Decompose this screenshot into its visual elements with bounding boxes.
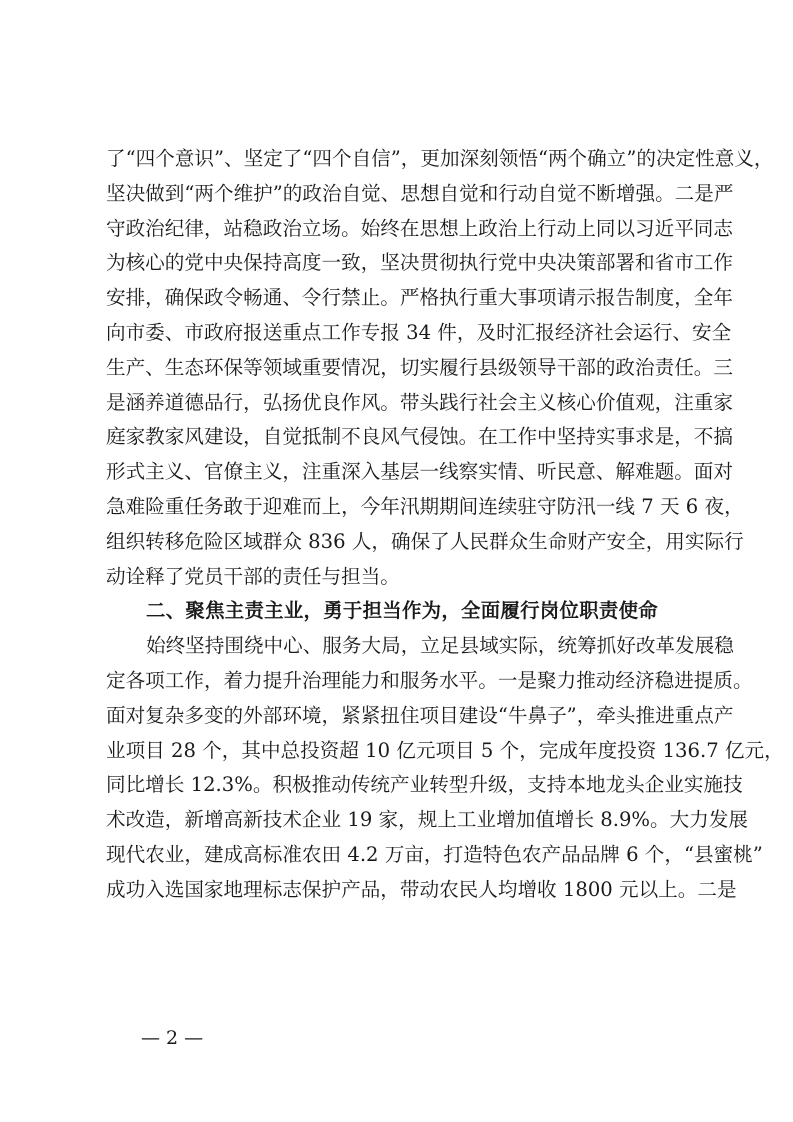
text-line: 坚决做到“两个维护”的政治自觉、思想自觉和行动自觉不断增强。二是严 [106, 181, 734, 205]
text-line: 安排，确保政令畅通、令行禁止。严格执行重大事项请示报告制度，全年 [106, 286, 733, 310]
page-number: — 2 — [141, 1027, 204, 1049]
section-heading: 二、聚焦主责主业，勇于担当作为，全面履行岗位职责使命 [146, 599, 658, 623]
paragraph-2 [106, 629, 784, 907]
body-text [106, 142, 784, 908]
paragraph-1 [106, 142, 774, 594]
text-line: 向市委、市政府报送重点工作专报 34 件，及时汇报经济社会运行、安全 [106, 320, 732, 344]
text-line: 动诠释了党员干部的责任与担当。 [106, 564, 400, 588]
text-line: 始终坚持围绕中心、服务大局，立足县域实际，统筹抓好改革发展稳 [146, 634, 734, 658]
text-line: 是涵养道德品行，弘扬优良作风。带头践行社会主义核心价值观，注重家 [106, 390, 733, 414]
text-line: 成功入选国家地理标志保护产品，带动农民人均增收 1800 元以上。二是 [106, 877, 737, 901]
text-line: 形式主义、官僚主义，注重深入基层一线察实情、听民意、解难题。面对 [106, 460, 733, 484]
text-line: 面对复杂多变的外部环境，紧紧扭住项目建设“牛鼻子”，牵头推进重点产 [106, 703, 734, 727]
text-line: 组织转移危险区域群众 836 人，确保了人民群众生命财产安全，用实际行 [106, 529, 744, 553]
text-line: 术改造，新增高新技术企业 19 家，规上工业增加值增长 8.9%。大力发展 [106, 808, 749, 832]
text-line: 庭家教家风建设，自觉抵制不良风气侵蚀。在工作中坚持实事求是，不搞 [106, 425, 733, 449]
text-line: 为核心的党中央保持高度一致，坚决贯彻执行党中央决策部署和省市工作 [106, 251, 733, 275]
text-line: 业项目 28 个，其中总投资超 10 亿元项目 5 个，完成年度投资 136.7 亿元， [106, 738, 784, 762]
text-line: 守政治纪律，站稳政治立场。始终在思想上政治上行动上同以习近平同志 [106, 216, 733, 240]
text-line: 定各项工作，着力提升治理能力和服务水平。一是聚力推动经济稳进提质。 [106, 668, 753, 692]
text-line: 同比增长 12.3%。积极推动传统产业转型升级，支持本地龙头企业实施技 [106, 773, 743, 797]
text-line: 了“四个意识”、坚定了“四个自信”，更加深刻领悟“两个确立”的决定性意义， [106, 147, 774, 170]
text-line: 急难险重任务敢于迎难而上，今年汛期期间连续驻守防汛一线 7 天 6 夜， [106, 494, 744, 518]
text-line: 生产、生态环保等领域重要情况，切实履行县级领导干部的政治责任。三 [106, 355, 733, 379]
text-line: 现代农业，建成高标准农田 4.2 万亩，打造特色农产品品牌 6 个，“县蜜桃” [106, 842, 763, 866]
